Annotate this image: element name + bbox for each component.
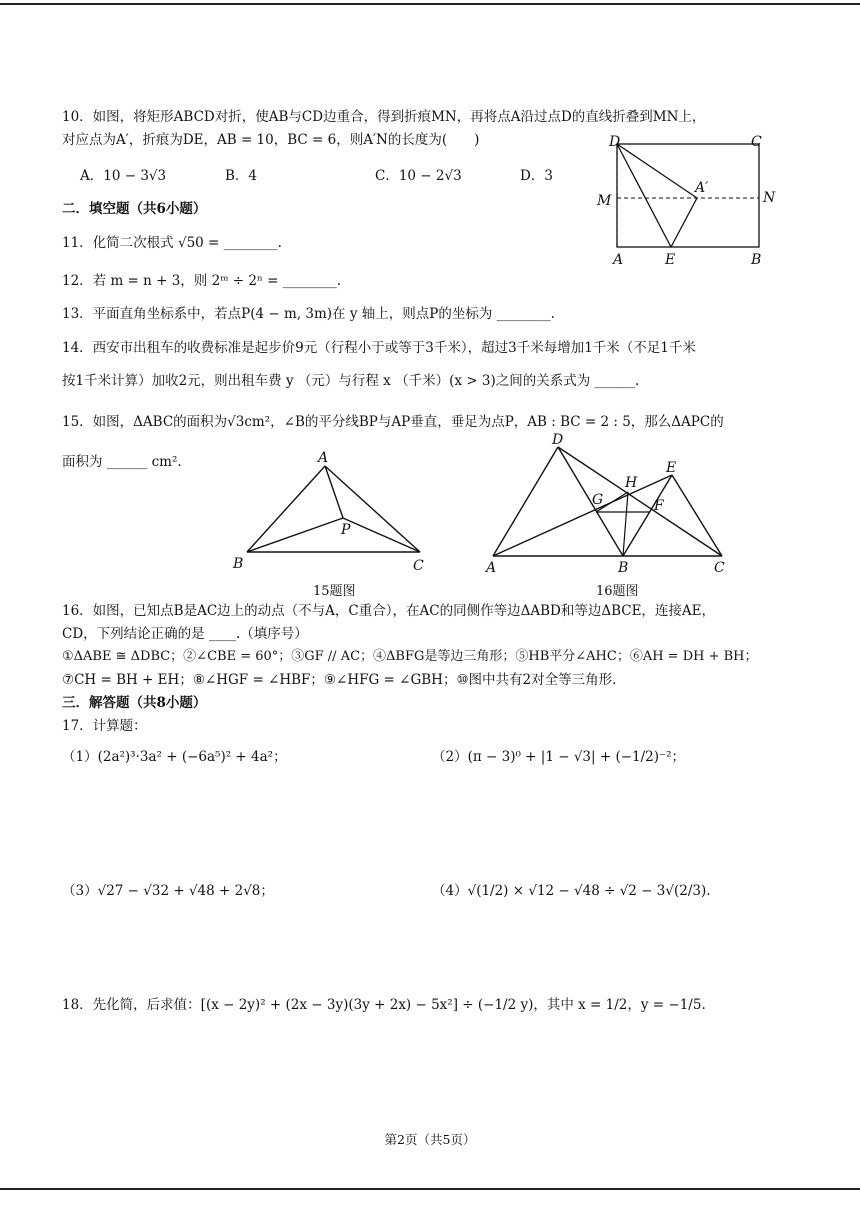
q10-figure bbox=[585, 130, 785, 270]
q10-label-e: E bbox=[665, 252, 676, 268]
q15-side-ab bbox=[247, 466, 325, 552]
section-answer-title: 三．解答题（共8小题） bbox=[62, 695, 207, 711]
q16-side-ad bbox=[493, 447, 558, 556]
q15-label-c: C bbox=[413, 558, 424, 574]
q10-rectangle bbox=[617, 144, 759, 247]
q10-label-c: C bbox=[751, 134, 762, 150]
q15-line1: 15．如图，ΔABC的面积为√3cm²，∠B的平分线BP与AP垂直，垂足为点P，AB : BC = 2 : 5，那么ΔAPC的 bbox=[62, 414, 724, 430]
q15-label-p: P bbox=[341, 522, 351, 538]
q14-line1: 14．西安市出租车的收费标准是起步价9元（行程小于或等于3千米），超过3千米每增加1千米（不足1千米 bbox=[62, 340, 696, 356]
q17-part3: （3）√27 − √32 + √48 + 2√8； bbox=[62, 883, 274, 899]
q15-caption: 15题图 bbox=[313, 584, 356, 599]
q10-label-m: M bbox=[597, 193, 612, 209]
q17-part1: （1）(2a²)³·3a² + (−6a⁵)² + 4a²； bbox=[62, 749, 287, 765]
q16-segment-hb bbox=[623, 492, 628, 556]
section-fill-in-title: 二．填空题（共6小题） bbox=[62, 201, 207, 217]
q16-label-a: A bbox=[486, 560, 497, 576]
q18: 18．先化简，后求值：[(x − 2y)² + (2x − 3y)(3y + 2x) − 5x²] ÷ (−1/2 y)，其中 x = 1/2，y = −1/5. bbox=[62, 997, 706, 1013]
q10-label-ap: A′ bbox=[695, 180, 709, 196]
q15-label-b: B bbox=[233, 556, 244, 572]
q16-label-c: C bbox=[714, 560, 725, 576]
q11: 11．化简二次根式 √50 = ________. bbox=[62, 235, 282, 251]
q10-label-b: B bbox=[751, 252, 762, 268]
q16-label-f: F bbox=[654, 498, 664, 514]
q14-line2: 按1千米计算）加收2元，则出租车费 y （元）与行程 x （千米）(x > 3)之间的关系式为 ______. bbox=[62, 373, 640, 389]
q17-part2: （2）(π − 3)⁰ + |1 − √3| + (−1/2)⁻²； bbox=[432, 749, 686, 765]
q16-label-e: E bbox=[666, 460, 677, 476]
q10-segment-de bbox=[617, 144, 671, 247]
q10-option-a: A．10 − 3√3 bbox=[80, 168, 167, 184]
q16-label-h: H bbox=[625, 475, 638, 491]
q16-line1: 16．如图，已知点B是AC边上的动点（不与A，C重合），在AC的同侧作等边ΔABD和等边ΔBCE，连接AE， bbox=[62, 603, 716, 619]
top-rule bbox=[0, 3, 860, 5]
q12: 12．若 m = n + 3，则 2ᵐ ÷ 2ⁿ = ________. bbox=[62, 273, 342, 289]
page-footer: 第2页（共5页） bbox=[384, 1132, 476, 1147]
q16-label-g: G bbox=[592, 492, 604, 508]
q15-segment-pc bbox=[343, 518, 420, 552]
q10-segment-eap bbox=[671, 198, 697, 247]
q10-label-n: N bbox=[763, 190, 776, 206]
q16-figure bbox=[478, 430, 748, 580]
q10-option-d: D．3 bbox=[520, 168, 553, 184]
q15-line2: 面积为 ______ cm². bbox=[62, 454, 182, 470]
q10-option-c: C．10 − 2√3 bbox=[375, 168, 462, 184]
q16-line3: ①ΔABE ≅ ΔDBC；②∠CBE = 60°；③GF // AC；④ΔBFG是等边三角形；⑤HB平分∠AHC；⑥AH = DH + BH； bbox=[62, 649, 758, 664]
q16-line2: CD，下列结论正确的是 ____.（填序号） bbox=[62, 626, 308, 642]
q16-line4: ⑦CH = BH + EH；⑧∠HGF = ∠HBF；⑨∠HFG = ∠GBH；⑩图中共有2对全等三角形. bbox=[62, 672, 617, 688]
q16-label-b: B bbox=[618, 560, 629, 576]
bottom-rule bbox=[0, 1188, 860, 1190]
q16-caption: 16题图 bbox=[596, 584, 639, 599]
q16-label-d: D bbox=[552, 432, 564, 448]
q15-label-a: A bbox=[318, 450, 329, 466]
q10-segment-dap bbox=[617, 144, 697, 198]
q17-title: 17．计算题： bbox=[62, 718, 147, 734]
q10-line1: 10．如图，将矩形ABCD对折，使AB与CD边重合，得到折痕MN，再将点A沿过点D的直线折叠到MN上， bbox=[62, 109, 706, 125]
q13: 13．平面直角坐标系中，若点P(4 − m, 3m)在 y 轴上，则点P的坐标为 ________. bbox=[62, 306, 555, 322]
q10-line2: 对应点为A′，折痕为DE，AB = 10，BC = 6，则A′N的长度为( ) bbox=[62, 132, 480, 148]
q10-label-d: D bbox=[609, 134, 621, 150]
q10-label-a: A bbox=[613, 252, 624, 268]
q10-option-b: B．4 bbox=[225, 168, 258, 184]
q16-side-ec bbox=[672, 475, 722, 556]
q16-segment-dc bbox=[558, 447, 722, 556]
q15-figure bbox=[225, 448, 435, 580]
q17-part4: （4）√(1/2) × √12 − √48 ÷ √2 − 3√(2/3). bbox=[432, 883, 711, 899]
q15-segment-bp bbox=[247, 518, 343, 552]
